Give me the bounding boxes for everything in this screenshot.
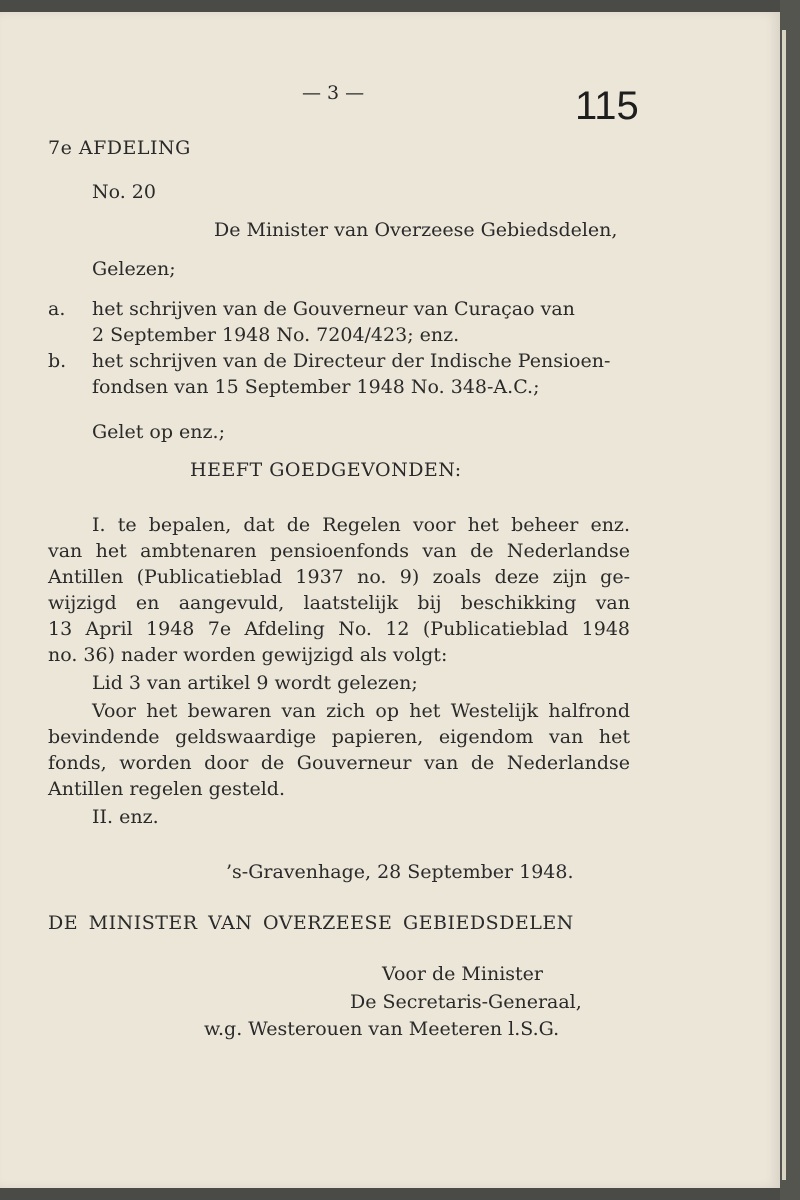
page-sub-number: — 3 — [302,82,365,104]
place-date: ’s-Gravenhage, 28 September 1948. [226,861,574,883]
body-line: bevindende geldswaardige papieren, eigendom van het [48,726,630,748]
sign-line: De Secretaris-Generaal, [350,991,582,1013]
body-line: Antillen (Publicatieblad 1937 no. 9) zoals deze zijn ge- [48,566,630,588]
body-line: Antillen regelen gesteld. [48,778,285,800]
item-b-marker: b. [48,350,67,372]
page-number: 115 [575,84,639,128]
document-number: No. 20 [92,181,156,203]
body-line: wijzigd en aangevuld, laatstelijk bij beschikking van [48,592,630,614]
body-line: van het ambtenaren pensioenfonds van de Nederlandse [48,540,630,562]
minister-line: De Minister van Overzeese Gebiedsdelen, [214,219,618,241]
item-a-line1: het schrijven van de Gouverneur van Curaçao van [92,298,575,320]
body-line: I. te bepalen, dat de Regelen voor het beheer enz. [92,514,630,536]
sign-line: w.g. Westerouen van Meeteren l.S.G. [204,1018,560,1040]
sign-line: Voor de Minister [382,963,543,985]
item-b-line1: het schrijven van de Directeur der Indische Pensioen- [92,350,611,372]
body-line: fonds, worden door de Gouverneur van de Nederlandse [48,752,630,774]
gelet-line: Gelet op enz.; [92,421,225,443]
body-line: II. enz. [92,806,159,828]
body-line: Lid 3 van artikel 9 wordt gelezen; [92,672,418,694]
heeft-goedgevonden: HEEFT GOEDGEVONDEN: [190,459,462,481]
page-edge-strip [782,30,786,1180]
item-a-marker: a. [48,298,66,320]
section-heading: 7e AFDELING [48,137,191,159]
body-line: Voor het bewaren van zich op het Westelijk halfrond [92,700,630,722]
body-line: no. 36) nader worden gewijzigd als volgt: [48,644,448,666]
signature-title: DE MINISTER VAN OVERZEESE GEBIEDSDELEN [48,912,574,934]
item-b-line2: fondsen van 15 September 1948 No. 348-A.C.; [92,376,540,398]
gelezen-line: Gelezen; [92,258,176,280]
item-a-line2: 2 September 1948 No. 7204/423; enz. [92,324,460,346]
body-line: 13 April 1948 7e Afdeling No. 12 (Publicatieblad 1948 [48,618,630,640]
